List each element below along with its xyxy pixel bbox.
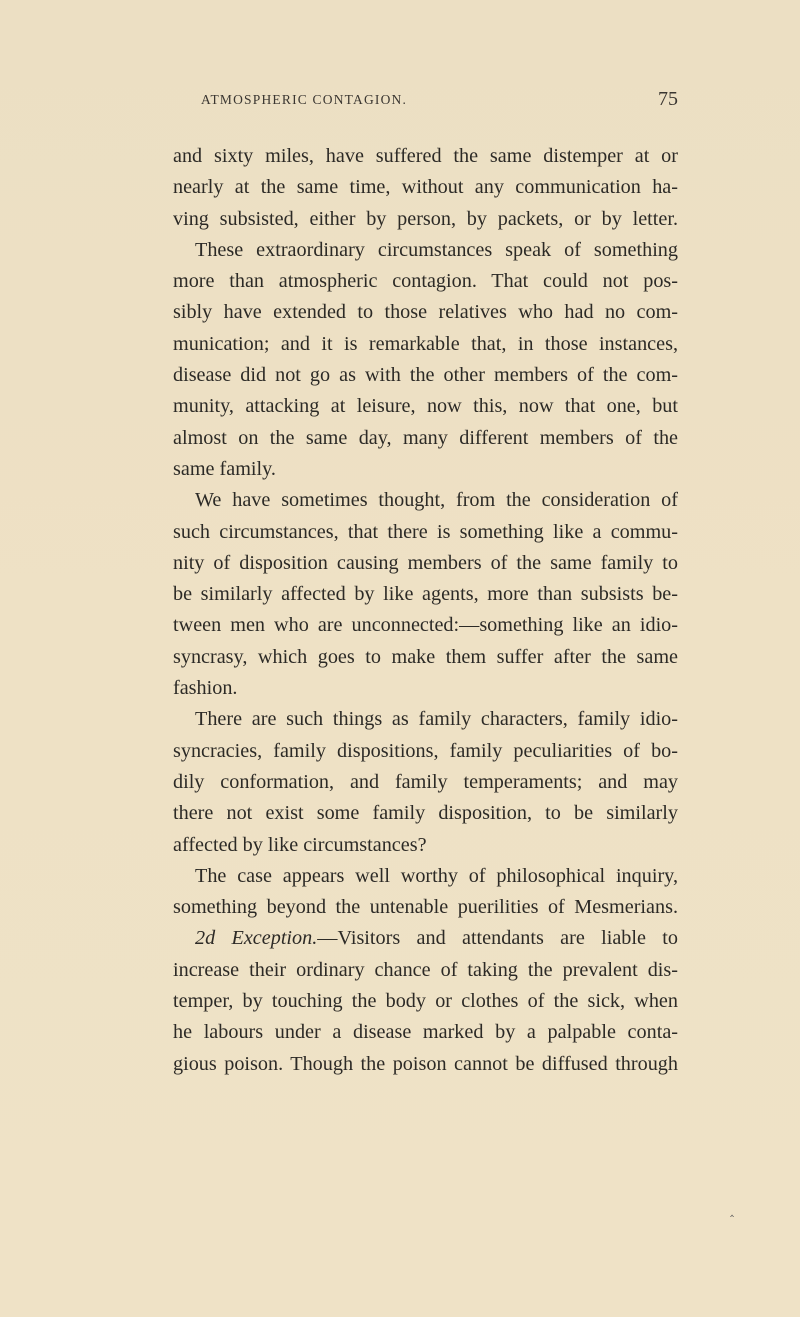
text-line: more than atmospheric contagion. That could not pos- xyxy=(173,270,678,293)
text-line: syncrasy, which goes to make them suffer after the same xyxy=(173,645,678,668)
text-line: such circumstances, that there is something like a commu- xyxy=(173,520,678,543)
body-text xyxy=(173,141,678,1080)
exception-line xyxy=(173,923,678,954)
text-line: there not exist some family disposition, to be similarly xyxy=(173,802,678,825)
exception-text: —Visitors and attendants are liable to xyxy=(317,927,678,950)
text-line: gious poison. Though the poison cannot be diffused through xyxy=(173,1052,678,1075)
text-line: temper, by touching the body or clothes of the sick, when xyxy=(173,990,678,1013)
margin-mark: ‸ xyxy=(730,1203,735,1217)
text-line: be similarly affected by like agents, more than subsists be- xyxy=(173,583,678,606)
text-line: tween men who are unconnected:—something like an idio- xyxy=(173,614,678,637)
text-line: There are such things as family characters, family idio- xyxy=(195,708,678,731)
running-head: ATMOSPHERIC CONTAGION. xyxy=(201,92,408,107)
text-line: munity, attacking at leisure, now this, now that one, but xyxy=(173,395,678,418)
text-line: fashion. xyxy=(173,677,238,700)
text-line: and sixty miles, have suffered the same distemper at or xyxy=(173,145,678,167)
text-line: same family. xyxy=(173,457,276,480)
text-line: he labours under a disease marked by a palpable conta- xyxy=(173,1021,678,1044)
text-line: The case appears well worthy of philosophical inquiry, xyxy=(195,864,678,887)
text-line: nearly at the same time, without any communication ha- xyxy=(173,176,678,199)
text-line: disease did not go as with the other members of the com- xyxy=(173,364,678,387)
text-line: almost on the same day, many different members of the xyxy=(173,426,678,449)
text-line: something beyond the untenable puerilities of Mesmerians. xyxy=(173,896,678,919)
page-header xyxy=(173,90,678,120)
text-line: dily conformation, and family temperaments; and may xyxy=(173,770,678,793)
text-line: nity of disposition causing members of the same family to xyxy=(173,551,678,574)
exception-label: 2d Exception. xyxy=(195,927,318,950)
text-line: munication; and it is remarkable that, in those instances, xyxy=(173,332,678,355)
text-line: These extraordinary circumstances speak of something xyxy=(195,238,678,261)
text-line: increase their ordinary chance of taking the prevalent dis- xyxy=(173,958,678,981)
page-number: 75 xyxy=(658,88,678,110)
text-line: affected by like circumstances? xyxy=(173,833,427,856)
text-line: We have sometimes thought, from the consideration of xyxy=(195,489,678,512)
text-line: syncracies, family dispositions, family peculiarities of bo- xyxy=(173,739,678,762)
text-line: ving subsisted, either by person, by packets, or by letter. xyxy=(173,207,678,230)
text-line: sibly have extended to those relatives who had no com- xyxy=(173,301,678,324)
